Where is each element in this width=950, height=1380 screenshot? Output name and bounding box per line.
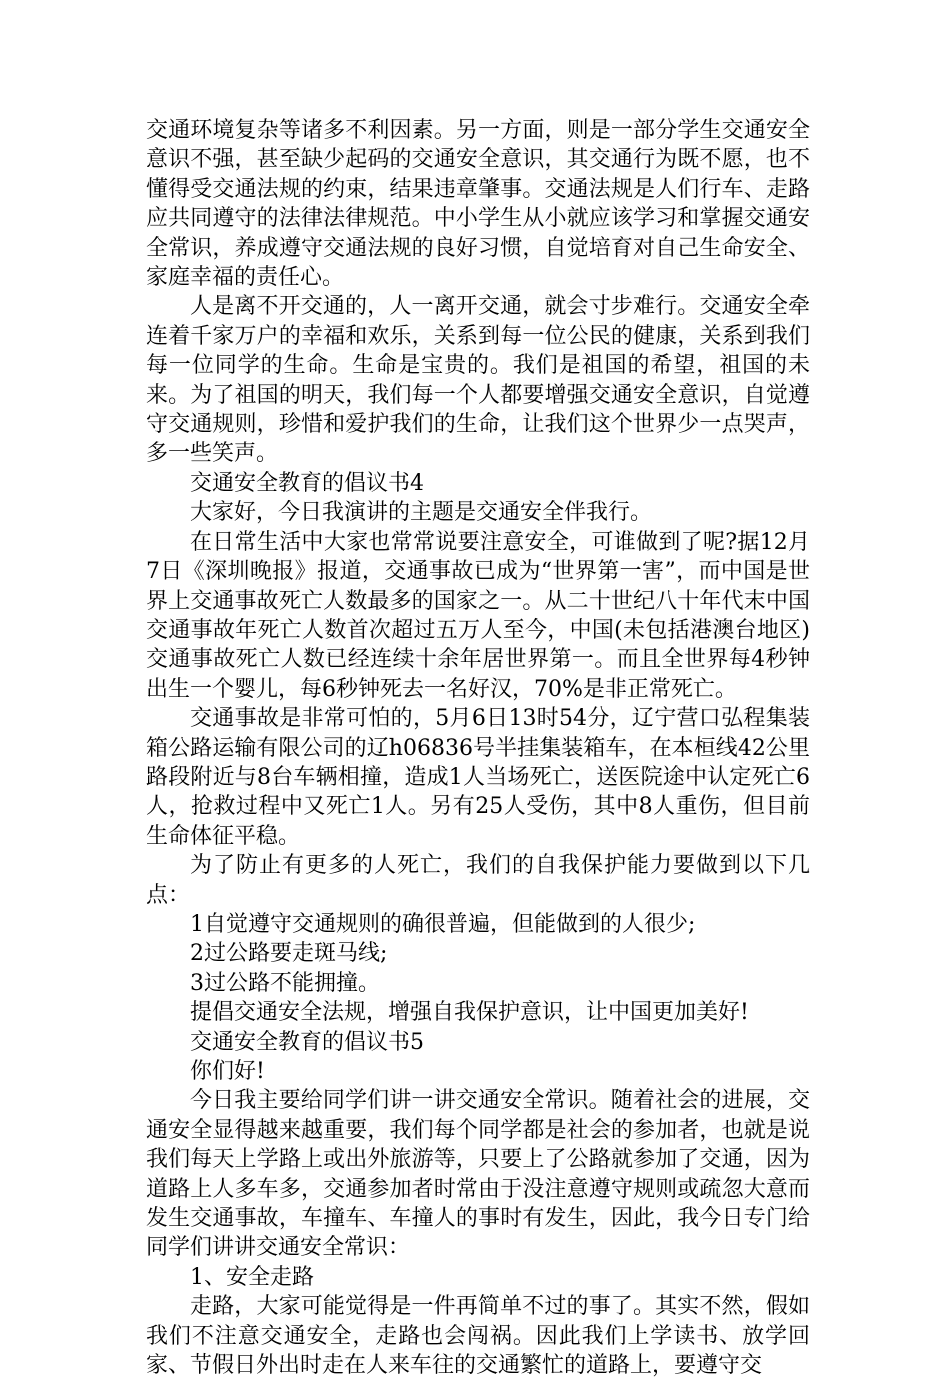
- subheading-safe-walking: 1、安全走路: [190, 1264, 314, 1290]
- paragraph-6: 交通事故是非常可怕的，5月6日13时54分，辽宁营口弘程集装箱公路运输有限公司的辽h06836号半挂集装箱车，在本桓线42公里路段附近与8台车辆相撞，造成1人当场死亡，送医院途中认定死亡6人，抢救过程中又死亡1人。另有25人受伤，其中8人重伤，但目前生命体征平稳。: [146, 706, 810, 849]
- paragraph-7: 为了防止有更多的人死亡，我们的自我保护能力要做到以下几点：: [146, 853, 810, 908]
- paragraph-16: 走路，大家可能觉得是一件再简单不过的事了。其实不然，假如我们不注意交通安全，走路也会闯祸。因此我们上学读书、放学回家、节假日外出时走在人来车往的交通繁忙的道路上，要遵守交: [146, 1294, 810, 1379]
- list-item-3: 3过公路不能拥撞。: [190, 970, 380, 996]
- greeting-5: 你们好!: [190, 1059, 265, 1084]
- paragraph-11: 提倡交通安全法规，增强自我保护意识，让中国更加美好!: [190, 1000, 749, 1026]
- document-body: [146, 116, 810, 1380]
- paragraph-14: 今日我主要给同学们讲一讲交通安全常识。随着社会的进展，交通安全显得越来越重要，我们每个同学都是社会的参加者，也就是说我们每天上学路上或出外旅游等，只要上了公路就参加了交通，因为道路上人多车多，交通参加者时常由于没注意遵守规则或疏忽大意而发生交通事故，车撞车、车撞人的事时有发生，因此，我今日专门给同学们讲讲交通安全常识：: [146, 1088, 810, 1261]
- paragraph-2: 人是离不开交通的，人一离开交通，就会寸步难行。交通安全牵连着千家万户的幸福和欢乐，关系到每一位公民的健康，关系到我们每一位同学的生命。生命是宝贵的。我们是祖国的希望，祖国的未来。为了祖国的明天，我们每一个人都要增强交通安全意识，自觉遵守交通规则，珍惜和爱护我们的生命，让我们这个世界少一点哭声，多一些笑声。: [146, 294, 810, 467]
- section-heading-4: 交通安全教育的倡议书4: [190, 470, 424, 496]
- paragraph-1: 交通环境复杂等诸多不利因素。另一方面，则是一部分学生交通安全意识不强，甚至缺少起码的交通安全意识，其交通行为既不愿，也不懂得受交通法规的约束，结果违章肇事。交通法规是人们行车、走路应共同遵守的法律法律规范。中小学生从小就应该学习和掌握交通安全常识，养成遵守交通法规的良好习惯，自觉培育对自己生命安全、家庭幸福的责任心。: [146, 118, 810, 291]
- greeting-4: 大家好，今日我演讲的主题是交通安全伴我行。: [190, 500, 653, 526]
- list-item-1: 1自觉遵守交通规则的确很普遍，但能做到的人很少;: [190, 911, 696, 937]
- list-item-2: 2过公路要走斑马线;: [190, 941, 388, 967]
- section-heading-5: 交通安全教育的倡议书5: [190, 1029, 424, 1055]
- paragraph-5: 在日常生活中大家也常常说要注意安全，可谁做到了呢?据12月7日《深圳晚报》报道，交通事故已成为“世界第一害”，而中国是世界上交通事故死亡人数最多的国家之一。从二十世纪八十年代末中国交通事故年死亡人数首次超过五万人至今，中国(未包括港澳台地区)交通事故死亡人数已经连续十余年居世界第一。而且全世界每4秒钟出生一个婴儿，每6秒钟死去一名好汉，70%是非正常死亡。: [146, 529, 810, 702]
